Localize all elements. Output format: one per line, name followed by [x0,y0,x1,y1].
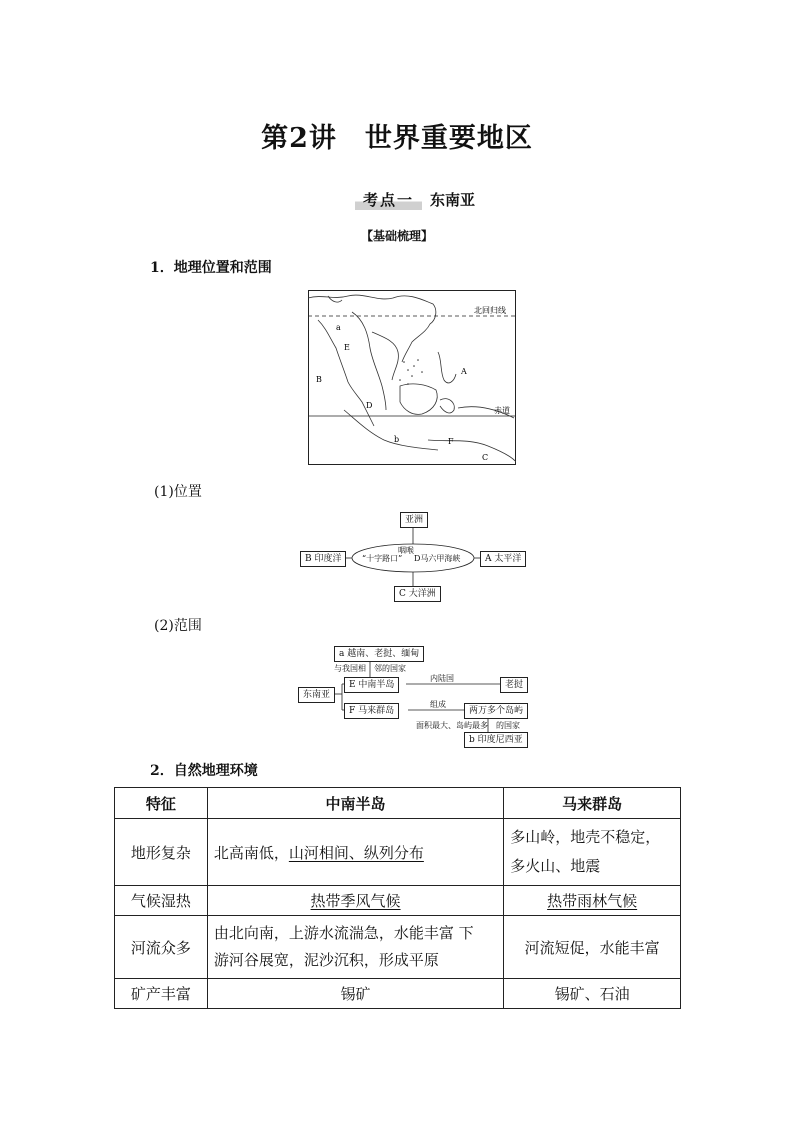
range-largest-note2: 的国家 [496,721,520,730]
table-row [115,886,681,916]
table-header-feature: 特征 [115,788,208,819]
position-diagram [300,508,530,606]
table-header-islands: 马来群岛 [504,788,681,819]
cell-text-underlined: 热带雨林气候 [547,892,638,910]
heading-environment: 2．自然地理环境 [150,763,258,779]
range-many-islands-box: 两万多个岛屿 [464,703,528,719]
map-letter-f: F [448,437,454,446]
cell-line: 多山岭，地壳不稳定， [510,828,661,846]
range-largest-note: 面积最大、岛屿最多 [416,721,488,730]
heading-position: (1)位置 [154,484,202,500]
table-cell-feature: 地形复杂 [115,819,208,886]
map-letter-b-lower: b [394,435,400,444]
cell-text-underlined: 热带季风气候 [310,892,401,910]
kaodian-name: 东南亚 [430,191,476,209]
table-cell-islands [504,819,681,886]
table-cell-feature: 河流众多 [115,916,208,979]
map-letter-a-lower: a [336,323,341,332]
table-cell-feature: 矿产丰富 [115,979,208,1009]
southeast-asia-map [308,290,516,466]
map-letter-b: B [316,375,322,384]
table-cell-islands: 河流短促，水能丰富 [504,916,681,979]
range-peninsula-box: E 中南半岛 [344,677,399,693]
position-strait-label: 咽喉 [398,546,414,555]
position-center: “十字路口” [362,554,403,563]
table-row [115,819,681,886]
table-cell-islands: 锡矿、石油 [504,979,681,1009]
range-indonesia-box: b 印度尼西亚 [464,732,528,748]
section-label: 【基础梳理】 [360,229,433,243]
kaodian-header [355,189,475,210]
range-border-note: 与我国相 [334,664,366,673]
table-cell-feature: 气候湿热 [115,886,208,916]
table-cell-peninsula [207,819,503,886]
position-west-box: B 印度洋 [300,551,346,567]
range-compose-label: 组成 [430,700,446,709]
table-cell-peninsula: 锡矿 [207,979,503,1009]
map-letter-c: C [482,453,489,462]
cell-line: 由北向南，上游水流湍急，水能丰富 下 [213,924,474,942]
map-label-tropic: 北回归线 [474,306,506,315]
cell-line: 多火山、地震 [510,857,601,875]
table-cell-peninsula [207,916,503,979]
map-letter-d: D [366,401,373,410]
table-header-peninsula: 中南半岛 [207,788,503,819]
table-cell-peninsula [207,886,503,916]
map-label-equator: 赤道 [494,406,510,415]
range-diagram [298,644,528,748]
position-strait: D马六甲海峡 [414,554,461,563]
range-root-box: 东南亚 [298,687,335,703]
range-border-note2: 邻的国家 [374,664,406,673]
heading-range: (2)范围 [154,618,202,634]
range-inland-box: 老挝 [500,677,528,693]
table-cell-islands [504,886,681,916]
map-letter-e: E [344,343,350,352]
table-header-row [115,788,681,819]
cell-text-underlined: 山河相间、纵列分布 [288,843,424,862]
heading-location: 1．地理位置和范围 [150,260,272,276]
table-row [115,979,681,1009]
cell-text: 北高南低， [213,843,289,862]
range-inland-label: 内陆国 [430,674,454,683]
kaodian-tag: 考点一 [355,191,422,210]
position-north-box: 亚洲 [400,512,428,528]
range-islands-box: F 马来群岛 [344,703,399,719]
environment-table [114,787,681,1009]
cell-line: 游河谷展宽，泥沙沉积，形成平原 [213,951,439,969]
page-title: 第2讲 世界重要地区 [261,123,533,154]
map-letter-a: A [461,367,467,376]
range-top-box: a 越南、老挝、缅甸 [334,646,424,662]
position-south-box: C 大洋洲 [394,586,441,602]
position-east-box: A 太平洋 [480,551,526,567]
table-row [115,916,681,979]
